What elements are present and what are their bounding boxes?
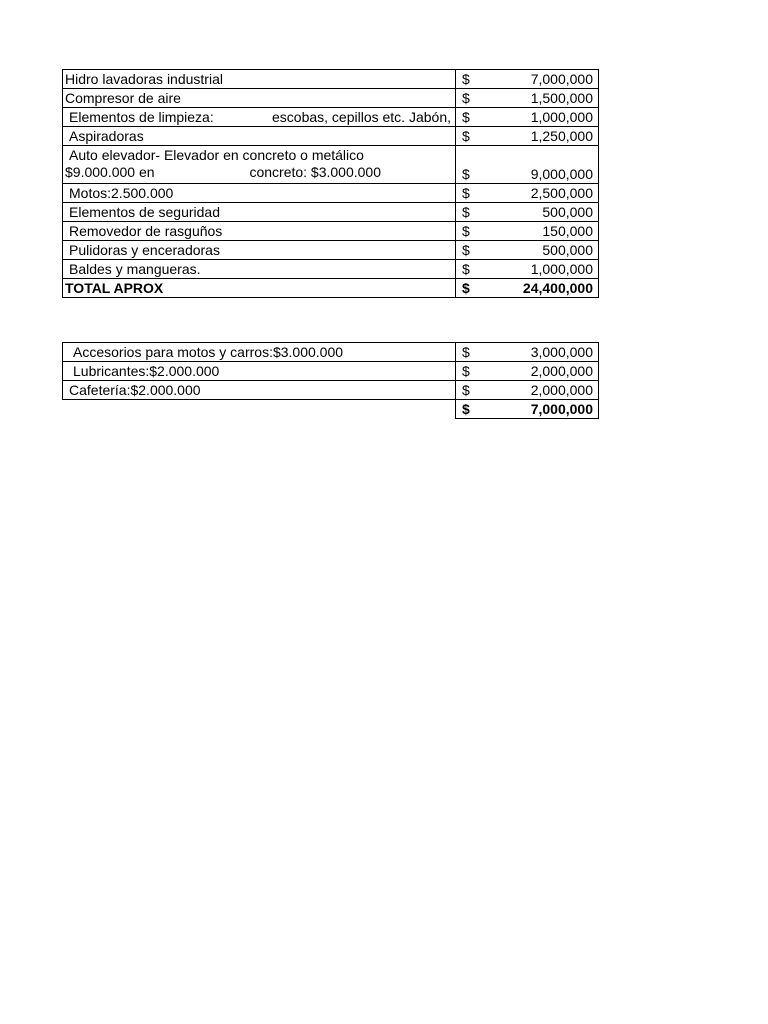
currency-symbol[interactable]: $: [456, 260, 478, 279]
currency-symbol[interactable]: $: [456, 89, 478, 108]
item-description[interactable]: Aspiradoras: [63, 127, 456, 146]
item-description-line1: Auto elevador- Elevador en concreto o metálico: [69, 147, 364, 163]
table-row: [63, 343, 599, 362]
table-row: [63, 362, 599, 381]
table-row: [63, 146, 599, 184]
item-description[interactable]: Cafetería:$2.000.000: [63, 381, 456, 400]
currency-symbol[interactable]: $: [456, 362, 478, 381]
item-description-right: escobas, cepillos etc. Jabón,: [272, 109, 451, 125]
item-description-left: Elementos de limpieza:: [69, 109, 214, 125]
item-amount[interactable]: 2,500,000: [478, 184, 599, 203]
total-label[interactable]: TOTAL APROX: [63, 279, 456, 298]
total-amount[interactable]: 24,400,000: [478, 279, 599, 298]
currency-symbol[interactable]: $: [456, 108, 478, 127]
item-description[interactable]: Elementos de seguridad: [63, 203, 456, 222]
currency-symbol[interactable]: $: [456, 222, 478, 241]
table-row: [63, 241, 599, 260]
total-row: [63, 400, 599, 419]
empty-cell: [63, 400, 456, 419]
item-amount[interactable]: 500,000: [478, 241, 599, 260]
item-description[interactable]: Lubricantes:$2.000.000: [63, 362, 456, 381]
total-row: [63, 279, 599, 298]
equipment-budget-table: [62, 69, 599, 298]
currency-symbol[interactable]: $: [456, 70, 478, 89]
item-description[interactable]: Compresor de aire: [63, 89, 456, 108]
currency-symbol[interactable]: $: [456, 146, 478, 184]
item-amount[interactable]: 1,000,000: [478, 260, 599, 279]
currency-symbol[interactable]: $: [456, 279, 478, 298]
currency-symbol[interactable]: $: [456, 241, 478, 260]
item-description[interactable]: [63, 146, 456, 184]
table-row: [63, 108, 599, 127]
item-amount[interactable]: 500,000: [478, 203, 599, 222]
currency-symbol[interactable]: $: [456, 127, 478, 146]
item-amount[interactable]: 1,250,000: [478, 127, 599, 146]
table-row: [63, 260, 599, 279]
item-amount[interactable]: 1,000,000: [478, 108, 599, 127]
item-amount[interactable]: 2,000,000: [478, 381, 599, 400]
currency-symbol[interactable]: $: [456, 343, 478, 362]
item-description[interactable]: Removedor de rasguños: [63, 222, 456, 241]
table-row: [63, 222, 599, 241]
table-row: [63, 203, 599, 222]
currency-symbol[interactable]: $: [456, 400, 478, 419]
table-row: [63, 127, 599, 146]
currency-symbol[interactable]: $: [456, 184, 478, 203]
item-description[interactable]: Baldes y mangueras.: [63, 260, 456, 279]
item-description-line2-right: concreto: $3.000.000: [249, 164, 381, 180]
table-row: [63, 70, 599, 89]
currency-symbol[interactable]: $: [456, 381, 478, 400]
table-row: [63, 184, 599, 203]
item-amount[interactable]: 150,000: [478, 222, 599, 241]
item-description[interactable]: Hidro lavadoras industrial: [63, 70, 456, 89]
currency-symbol[interactable]: $: [456, 203, 478, 222]
item-description[interactable]: Accesorios para motos y carros:$3.000.000: [63, 343, 456, 362]
table-row: [63, 381, 599, 400]
table-row: [63, 89, 599, 108]
item-description[interactable]: Motos:2.500.000: [63, 184, 456, 203]
item-amount[interactable]: 7,000,000: [478, 70, 599, 89]
item-amount[interactable]: 3,000,000: [478, 343, 599, 362]
item-amount[interactable]: 9,000,000: [478, 146, 599, 184]
item-description[interactable]: Pulidoras y enceradoras: [63, 241, 456, 260]
item-amount[interactable]: 2,000,000: [478, 362, 599, 381]
item-amount[interactable]: 1,500,000: [478, 89, 599, 108]
total-amount[interactable]: 7,000,000: [478, 400, 599, 419]
item-description-line2-left: $9.000.000 en: [65, 164, 155, 180]
extras-budget-table: [62, 342, 599, 419]
item-description[interactable]: [63, 108, 456, 127]
